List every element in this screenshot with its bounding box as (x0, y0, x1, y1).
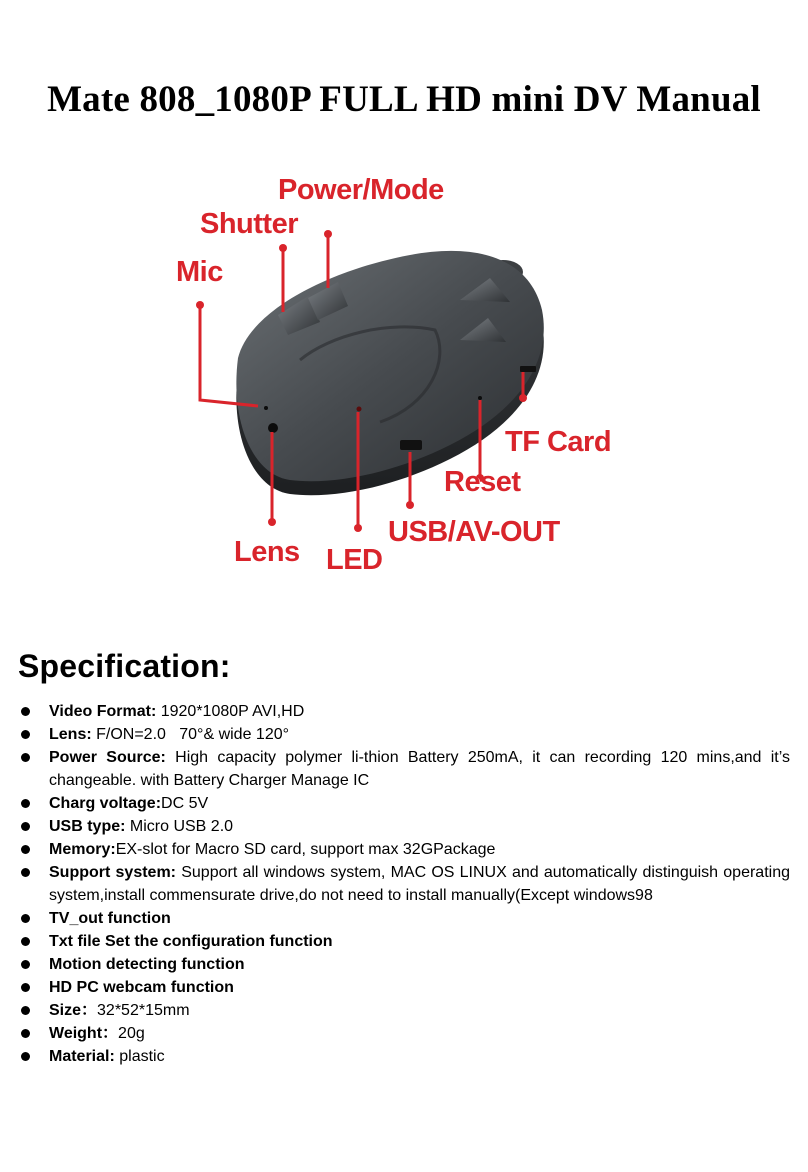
spec-item-txt-config: Txt file Set the configuration function (18, 930, 790, 953)
spec-item-size: Size：32*52*15mm (18, 999, 790, 1022)
page-title: Mate 808_1080P FULL HD mini DV Manual (47, 79, 761, 120)
product-diagram (160, 160, 660, 600)
specification-list (18, 700, 790, 1068)
specification-heading: Specification: (18, 648, 231, 684)
spec-item-memory: Memory:EX-slot for Macro SD card, support max 32GPackage (18, 838, 790, 861)
spec-item-material: Material: plastic (18, 1045, 790, 1068)
spec-item-video-format: Video Format: 1920*1080P AVI,HD (18, 700, 790, 723)
label-led: LED (326, 544, 383, 576)
label-reset: Reset (444, 466, 521, 498)
spec-item-motion-detect: Motion detecting function (18, 953, 790, 976)
label-usb-av-out: USB/AV-OUT (388, 516, 560, 548)
label-shutter: Shutter (200, 208, 298, 240)
spec-item-lens: Lens: F/ON=2.0 70°& wide 120° (18, 723, 790, 746)
label-mic: Mic (176, 256, 223, 288)
label-tf-card: TF Card (505, 426, 612, 458)
label-power-mode: Power/Mode (278, 174, 444, 206)
spec-item-weight: Weight：20g (18, 1022, 790, 1045)
usb-port (400, 440, 422, 450)
mic-hole (264, 406, 268, 410)
reset-hole (478, 396, 482, 400)
spec-item-usb-type: USB type: Micro USB 2.0 (18, 815, 790, 838)
spec-item-power-source: Power Source: High capacity polymer li-thion Battery 250mA, it can recording 120 mins,and it’s changeable. with Battery Charger Manage IC (18, 746, 790, 792)
label-lens: Lens (234, 536, 300, 568)
lens-hole (268, 423, 278, 433)
spec-item-support-system: Support system: Support all windows system, MAC OS LINUX and automatically distinguish operating system,install commensurate drive,do not need to install manually(Except windows98 (18, 861, 790, 907)
spec-item-webcam: HD PC webcam function (18, 976, 790, 999)
spec-item-tv-out: TV_out function (18, 907, 790, 930)
led-dot (357, 407, 362, 412)
tf-card-slot (520, 366, 536, 372)
spec-item-charge-voltage: Charg voltage:DC 5V (18, 792, 790, 815)
